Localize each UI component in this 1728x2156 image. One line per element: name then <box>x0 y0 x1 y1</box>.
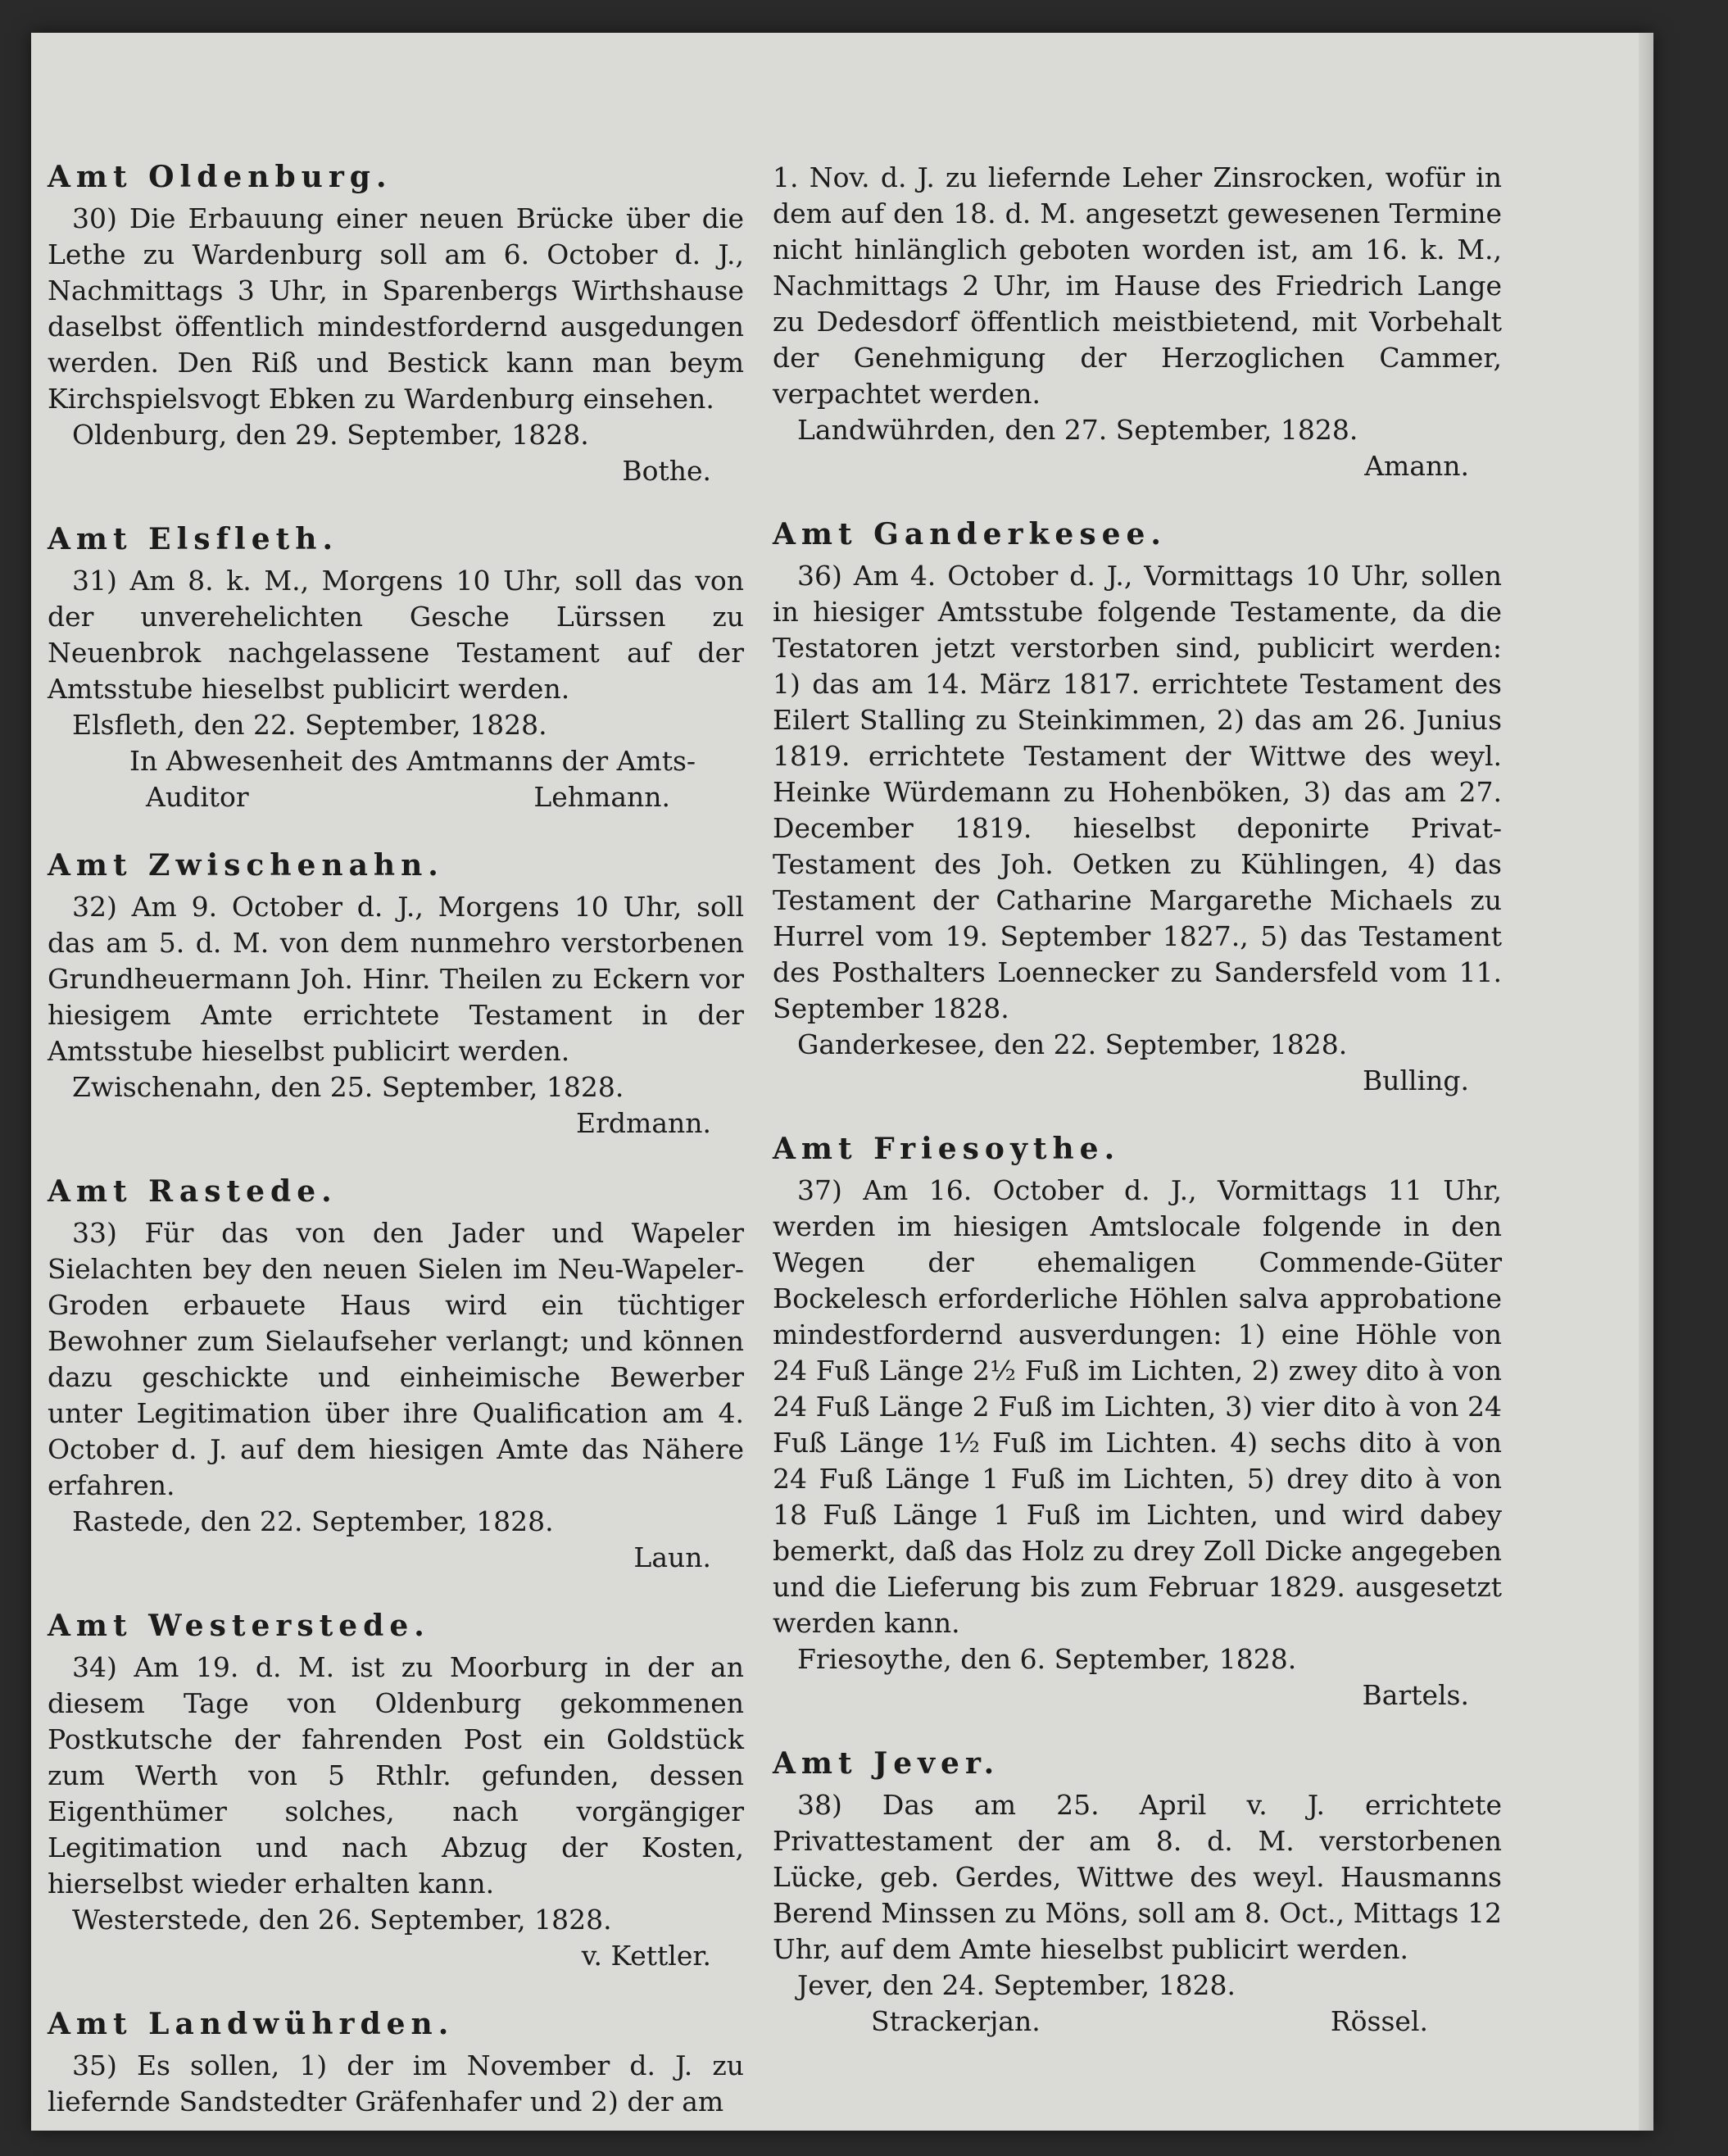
section-heading: Amt Zwischenahn. <box>48 848 444 883</box>
section-jever <box>773 1746 1502 2040</box>
notice-date: Ganderkesee, den 22. September, 1828. <box>797 1028 1348 1060</box>
notice-date: Oldenburg, den 29. September, 1828. <box>72 419 589 451</box>
notice-date: Landwührden, den 27. September, 1828. <box>797 414 1358 446</box>
section-heading: Amt Oldenburg. <box>48 160 392 194</box>
section-heading: Amt Jever. <box>773 1746 1000 1781</box>
section-heading: Amt Westerstede. <box>48 1609 430 1643</box>
section-oldenburg <box>48 160 744 489</box>
notice-date: Zwischenahn, den 25. September, 1828. <box>72 1071 624 1103</box>
section-heading: Amt Rastede. <box>48 1174 338 1209</box>
signature-line <box>48 779 744 815</box>
notice-signature: Strackerjan. <box>871 2005 1041 2037</box>
notice-body: 38) Das am 25. April v. J. errichtete Privattestament der am 8. d. M. verstorbenen Lücke, geb. Gerdes, Wittwe des weyl. Hausmanns Berend Minssen zu Möns, soll am 8. Oct., Mittags 12 Uhr, auf dem Amte hieselbst publicirt werden. <box>773 1789 1502 1965</box>
notice-date: Rastede, den 22. September, 1828. <box>72 1505 554 1537</box>
notice-body: 36) Am 4. October d. J., Vormittags 10 Uhr, sollen in hiesiger Amtsstube folgende Testamente, da die Testatoren jetzt verstorben sind, publicirt werden: 1) das am 14. März 1817. errichtete Testament des Eilert Stalling zu Steinkimmen, 2) das am 26. Junius 1819. errichtete Testament der Wittwe des weyl. Heinke Würdemann zu Hohenböken, 3) das am 27. December 1819. hieselbst deponirte Privat-Testament des Joh. Oetken zu Kühlingen, 4) das Testament der Catharine Margarethe Michaels zu Hurrel vom 19. September 1827., 5) das Testament des Posthalters Loennecker zu Sandersfeld vom 11. September 1828. <box>773 560 1502 1024</box>
section-heading: Amt Elsfleth. <box>48 522 338 556</box>
notice-body: 30) Die Erbauung einer neuen Brücke über die Lethe zu Wardenburg soll am 6. October d. J., Nachmittags 3 Uhr, in Sparenbergs Wirthshause daselbst öffentlich mindestfordernd ausgedungen werden. Den Riß und Bestick kann man beym Kirchspielsvogt Ebken zu Wardenburg einsehen. <box>48 202 744 415</box>
section-heading: Amt Ganderkesee. <box>773 517 1167 551</box>
notice-body: 34) Am 19. d. M. ist zu Moorburg in der an diesem Tage von Oldenburg gekommenen Postkutsche der fahrenden Post ein Goldstück zum Werth von 5 Rthlr. gefunden, dessen Eigenthümer solches, nach vorgängiger Legitimation und nach Abzug der Kosten, hierselbst wieder erhalten kann. <box>48 1651 744 1900</box>
notice-body: 33) Für das von den Jader und Wapeler Sielachten bey den neuen Sielen im Neu-Wapeler-Groden erbauete Haus wird ein tüchtiger Bewohner zum Sielaufseher verlangt; und können dazu geschickte und einheimische Bewerber unter Legitimation über ihre Qualification am 4. October d. J. auf dem hiesigen Amte das Nähere erfahren. <box>48 1217 744 1501</box>
section-heading: Amt Landwührden. <box>48 2007 455 2041</box>
left-column <box>48 160 744 2153</box>
section-elsfleth <box>48 522 744 815</box>
section-landwuehrden <box>48 2007 744 2120</box>
notice-body: 37) Am 16. October d. J., Vormittags 11 Uhr, werden im hiesigen Amtslocale folgende in den Wegen der ehemaligen Commende-Güter Bockelesch erforderliche Höhlen salva approbatione mindestfordernd ausverdungen: 1) eine Höhle von 24 Fuß Länge 2½ Fuß im Lichten, 2) zwey dito à von 24 Fuß Länge 2 Fuß im Lichten, 3) vier dito à von 24 Fuß Länge 1½ Fuß im Lichten. 4) sechs dito à von 24 Fuß Länge 1 Fuß im Lichten, 5) drey dito à von 18 Fuß Länge 1 Fuß im Lichten, und wird dabey bemerkt, daß das Holz zu drey Zoll Dicke angegeben und die Lieferung bis zum Februar 1829. ausgesetzt werden kann. <box>773 1174 1502 1639</box>
notice-signature: Bulling. <box>1362 1064 1469 1096</box>
notice-body: 32) Am 9. October d. J., Morgens 10 Uhr, soll das am 5. d. M. von dem nunmehro verstorbenen Grundheuermann Joh. Hinr. Theilen zu Eckern vor hiesigem Amte errichtete Testament in der Amtsstube hieselbst publicirt werden. <box>48 891 744 1067</box>
notice-signature: Lehmann. <box>533 781 670 813</box>
signer-role: Auditor <box>146 781 249 813</box>
notice-signature: Erdmann. <box>576 1107 711 1139</box>
notice-signature: Bothe. <box>622 455 711 487</box>
section-zwischenahn <box>48 848 744 1142</box>
notice-signature: Laun. <box>633 1541 711 1573</box>
section-friesoythe <box>773 1132 1502 1713</box>
signature-line <box>773 2004 1502 2040</box>
notice-signature: Amann. <box>1364 450 1469 482</box>
notice-date: Elsfleth, den 22. September, 1828. <box>72 709 547 741</box>
section-westerstede <box>48 1609 744 1974</box>
notice-date: Friesoythe, den 6. September, 1828. <box>797 1643 1297 1675</box>
document-page <box>31 33 1653 2131</box>
section-ganderkesee <box>773 517 1502 1099</box>
right-column <box>773 160 1502 2072</box>
notice-signature: Bartels. <box>1362 1679 1469 1711</box>
notice-date: Jever, den 24. September, 1828. <box>797 1969 1236 2001</box>
notice-body: 31) Am 8. k. M., Morgens 10 Uhr, soll das von der unverehelichten Gesche Lürssen zu Neuenbrok nachgelassene Testament auf der Amtsstube hieselbst publicirt werden. <box>48 565 744 705</box>
section-rastede <box>48 1174 744 1576</box>
notice-signature: Rössel. <box>1330 2005 1428 2037</box>
notice-body-continued: 1. Nov. d. J. zu liefernde Leher Zinsrocken, wofür in dem auf den 18. d. M. angesetzt gewesenen Termine nicht hinlänglich geboten worden ist, am 16. k. M., Nachmittags 2 Uhr, im Hause des Friedrich Lange zu Dedesdorf öffentlich meistbietend, mit Vorbehalt der Genehmigung der Herzoglichen Cammer, verpachtet werden. <box>773 161 1502 410</box>
notice-date: Westerstede, den 26. September, 1828. <box>72 1904 612 1936</box>
page-edge <box>1639 33 1653 2131</box>
section-heading: Amt Friesoythe. <box>773 1132 1121 1166</box>
section-landwuehrden-continued <box>773 160 1502 484</box>
absence-note: In Abwesenheit des Amtmanns der Amts- <box>129 745 696 777</box>
notice-signature: v. Kettler. <box>581 1940 711 1972</box>
notice-body: 35) Es sollen, 1) der im November d. J. zu liefernde Sandstedter Gräfenhafer und 2) der am <box>48 2049 744 2117</box>
